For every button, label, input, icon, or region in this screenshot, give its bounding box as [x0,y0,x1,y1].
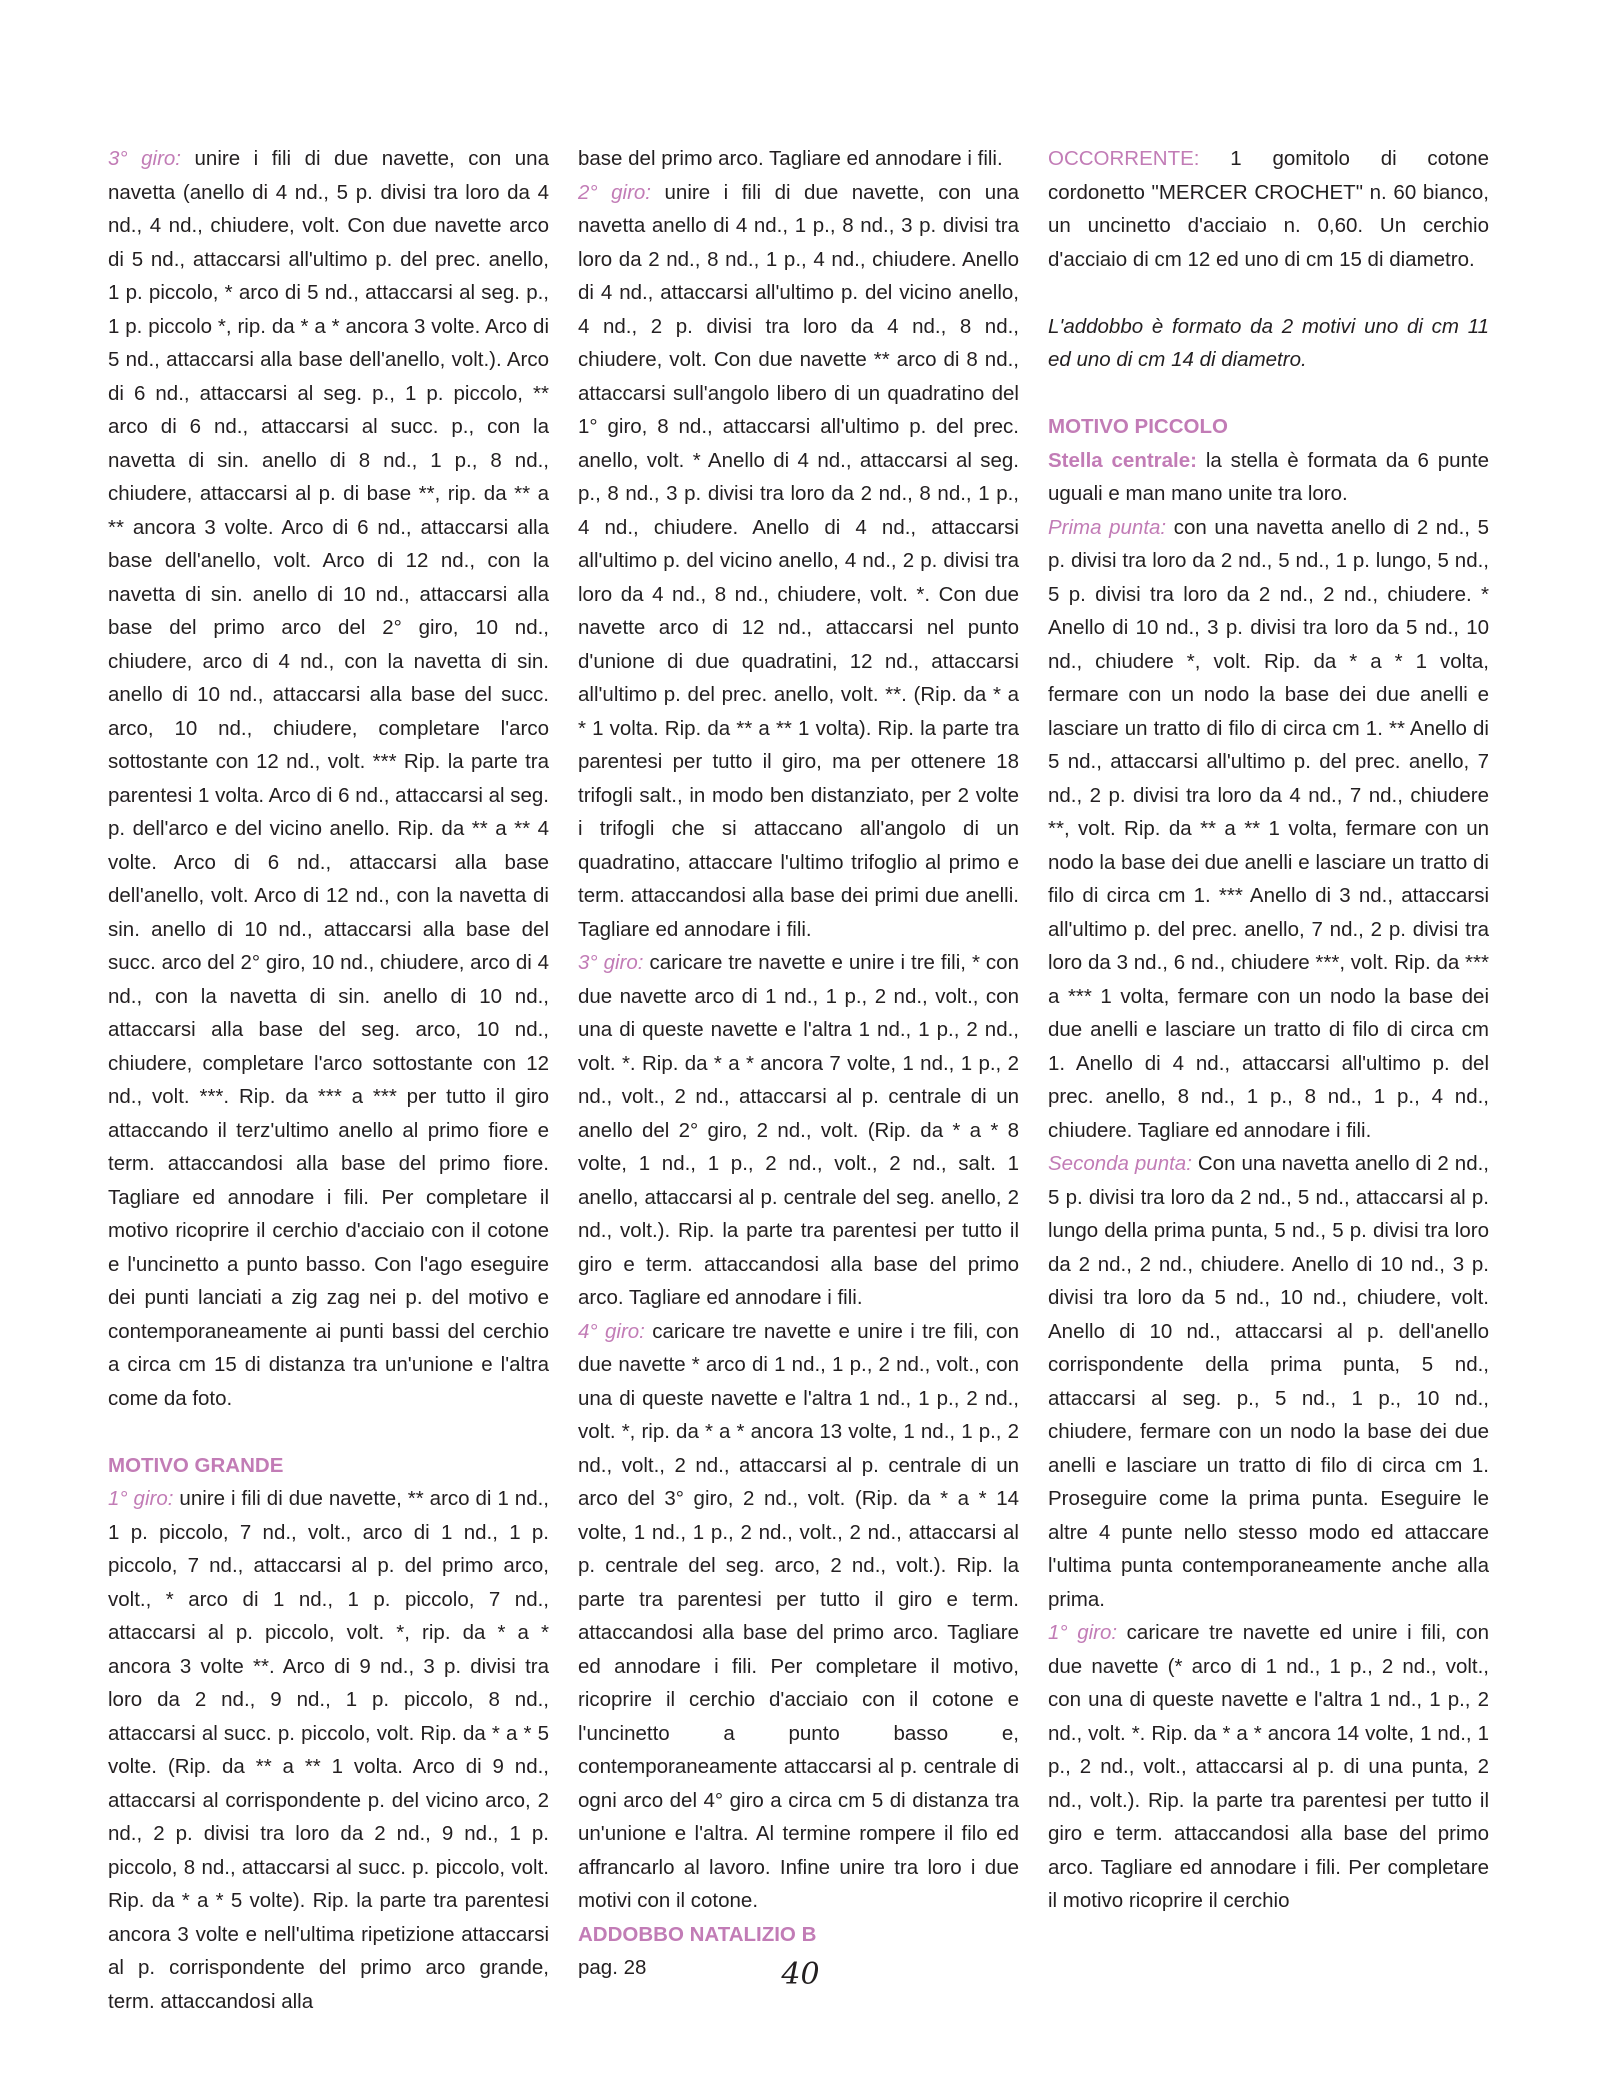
paragraph-continuation: base del primo arco. Tagliare ed annodare i fili. [578,147,1003,170]
round-label: 3° giro: [578,951,644,974]
round-label: 2° giro: [578,180,651,204]
paragraph-text: 1 gomitolo di cotone cordonetto "MERCER CROCHET" n. 60 bianco, un uncinetto d'acciaio n. 0,60. Un cerchio d'acciaio di cm 12 ed uno di cm 15 di diametro. [1048,147,1489,271]
round-label: 1° giro: [1048,1621,1118,1644]
section-heading-motivo-piccolo: MOTIVO PICCOLO [1048,415,1228,438]
paragraph-text: unire i fili di due navette, con una navetta anello di 4 nd., 1 p., 8 nd., 3 p. divisi tra loro da 2 nd., 8 nd., 1 p., 4 nd., chiudere. Anello di 4 nd., attaccarsi all'ultimo p. del vicino anello, 4 nd., 2 p. divisi tra loro da 4 nd., 8 nd., chiudere, volt. Con due navette ** arco di 8 nd., attaccarsi sull'angolo libero di un quadratino del 1° giro, 8 nd., attaccarsi all'ultimo p. del prec. anello, volt. * Anello di 4 nd., attaccarsi al seg. p., 8 nd., 3 p. divisi tra loro da 2 nd., 8 nd., 1 p., 4 nd., chiudere. Anello di 4 nd., attaccarsi all'ultimo p. del vicino anello, 4 nd., 2 p. divisi tra loro da 4 nd., 8 nd., chiudere, volt. *. Con due navette arco di 12 nd., attaccarsi nel punto d'unione di due quadratini, 12 nd., attaccarsi all'ultimo p. del prec. anello, volt. **. (Rip. da * a * 1 volta. Rip. da ** a ** 1 volta). Rip. la parte tra parentesi per tutto il giro, ma per ottenere 18 trifogli salt., in modo ben distanziato, per 2 volte i trifogli che si attaccano all'angolo di un quadratino, attaccare l'ultimo trifoglio al primo e term. attaccandosi alla base dei primi due anelli. Tagliare ed annodare i fili. [578,180,1019,941]
occorrente-label: OCCORRENTE: [1048,147,1200,170]
paragraph-stella-centrale [1048,444,1489,511]
paragraph-3-giro [578,946,1019,1315]
section-heading-addobbo-b: ADDOBBO NATALIZIO B [578,1922,817,1946]
paragraph-text: Con una navetta anello di 2 nd., 5 p. divisi tra loro da 2 nd., 5 nd., attaccarsi al p. lungo della prima punta, 5 nd., 5 p. divisi tra loro da 2 nd., 2 nd., chiudere. Anello di 10 nd., 3 p. divisi tra loro da 5 nd., 10 nd., chiudere, volt. Anello di 10 nd., attaccarsi al p. dell'anello corrispondente della prima punta, 5 nd., attaccarsi al seg. p., 5 nd., 1 p., 10 nd., chiudere, fermare con un nodo la base dei due anelli e lasciare un tratto di filo di circa cm 1. Proseguire come la prima punta. Eseguire le altre 4 punte nello stesso modo ed attaccare l'ultima punta contemporaneamente anche alla prima. [1048,1152,1489,1611]
round-label: 3° giro: [108,147,181,170]
paragraph-text: caricare tre navette ed unire i fili, con due navette (* arco di 1 nd., 1 p., 2 nd., volt., con una di queste navette e l'altra 1 nd., 1 p., 2 nd., volt. *. Rip. da * a * ancora 14 volte, 1 nd., 1 p., 2 nd., volt., attaccarsi al p. di una punta, 2 nd., volt.). Rip. la parte tra parentesi per tutto il giro e term. attaccandosi alla base del primo arco. Tagliare ed annodare i fili. Per completare il motivo ricoprire il cerchio [1048,1621,1489,1912]
stella-label: Stella centrale: [1048,448,1197,472]
column-middle [578,142,1019,1985]
paragraph-3-giro [108,142,549,1415]
column-right [1048,142,1489,1918]
paragraph-4-giro [578,1315,1019,1918]
paragraph-2-giro [578,176,1019,947]
paragraph-text: unire i fili di due navette, con una navetta (anello di 4 nd., 5 p. divisi tra loro da 4 nd., 4 nd., chiudere, volt. Con due navette arco di 5 nd., attaccarsi all'ultimo p. del prec. anello, 1 p. piccolo, * arco di 5 nd., attaccarsi al seg. p., 1 p. piccolo *, rip. da * a * ancora 3 volte. Arco di 5 nd., attaccarsi alla base dell'anello, volt.). Arco di 6 nd., attaccarsi al seg. p., 1 p. piccolo, ** arco di 6 nd., attaccarsi al succ. p., con la navetta di sin. anello di 8 nd., 1 p., 8 nd., chiudere, attaccarsi al p. di base **, rip. da ** a ** ancora 3 volte. Arco di 6 nd., attaccarsi alla base dell'anello, volt. Arco di 12 nd., con la navetta di sin. anello di 10 nd., attaccarsi alla base del primo arco del 2° giro, 10 nd., chiudere, arco di 4 nd., con la navetta di sin. anello di 10 nd., attaccarsi alla base del succ. arco, 10 nd., chiudere, completare l'arco sottostante con 12 nd., volt. *** Rip. la parte tra parentesi 1 volta. Arco di 6 nd., attaccarsi al seg. p. dell'arco e del vicino anello. Rip. da ** a ** 4 volte. Arco di 6 nd., attaccarsi alla base dell'anello, volt. Arco di 12 nd., con la navetta di sin. anello di 10 nd., attaccarsi alla base del succ. arco del 2° giro, 10 nd., chiudere, arco di 4 nd., con la navetta di sin. anello di 10 nd., attaccarsi alla base del seg. arco, 10 nd., chiudere, completare l'arco sottostante con 12 nd., volt. ***. Rip. da *** a *** per tutto il giro attaccando il terz'ultimo anello al primo fiore e term. attaccandosi alla base del primo fiore. Tagliare ed annodare i fili. Per completare il motivo ricoprire il cerchio d'acciaio con il cotone e l'uncinetto a punto basso. Con l'ago eseguire dei punti lanciati a zig zag nei p. del motivo e contemporaneamente ai punti bassi del cerchio a circa cm 15 di distanza tra un'unione e l'altra come da foto. [108,147,549,1410]
round-label: Prima punta: [1048,515,1167,539]
paragraph-prima-punta [1048,511,1489,1148]
paragraph-text: caricare tre navette e unire i tre fili, * con due navette arco di 1 nd., 1 p., 2 nd., volt., con una di queste navette e l'altra 1 nd., 1 p., 2 nd., volt. *. Rip. da * a * ancora 7 volte, 1 nd., 1 p., 2 nd., volt., 2 nd., attaccarsi al p. centrale di un anello del 2° giro, 2 nd., volt. (Rip. da * a * 8 volte, 1 nd., 1 p., 2 nd., volt., 2 nd., salt. 1 anello, attaccarsi al p. centrale del seg. anello, 2 nd., volt.). Rip. la parte tra parentesi per tutto il giro e term. attaccandosi alla base del primo arco. Tagliare ed annodare i fili. [578,951,1019,1309]
round-label: 1° giro: [108,1487,174,1510]
section-heading-motivo-grande: MOTIVO GRANDE [108,1453,284,1477]
column-left [108,142,549,2018]
intro-note: L'addobbo è formato da 2 motivi uno di cm 11 ed uno di cm 14 di diametro. [1048,314,1489,371]
paragraph-text: caricare tre navette e unire i tre fili, con due navette * arco di 1 nd., 1 p., 2 nd., volt., con una di queste navette e l'altra 1 nd., 1 p., 2 nd., volt. *, rip. da * a * ancora 13 volte, 1 nd., 1 p., 2 nd., volt., 2 nd., attaccarsi al p. centrale di un arco del 3° giro, 2 nd., volt. (Rip. da * a * 14 volte, 1 nd., 1 p., 2 nd., volt., 2 nd., attaccarsi al p. centrale del seg. arco, 2 nd., volt.). Rip. la parte tra parentesi per tutto il giro e term. attaccandosi alla base del primo arco. Tagliare ed annodare i fili. Per completare il motivo, ricoprire il cerchio d'acciaio con il cotone e l'uncinetto a punto basso e, contemporaneamente attaccarsi al p. centrale di ogni arco del 4° giro a circa cm 5 di distanza tra un'unione e l'altra. Al termine rompere il filo ed affrancarlo al lavoro. Infine unire tra loro i due motivi con il cotone. [578,1319,1019,1912]
paragraph-1-giro [1048,1616,1489,1918]
paragraph-text: unire i fili di due navette, ** arco di 1 nd., 1 p. piccolo, 7 nd., volt., arco di 1 nd., 1 p. piccolo, 7 nd., attaccarsi al p. del primo arco, volt., * arco di 1 nd., 1 p. piccolo, 7 nd., attaccarsi al p. piccolo, volt. *, rip. da * a * ancora 3 volte **. Arco di 9 nd., 3 p. divisi tra loro da 2 nd., 9 nd., 1 p. piccolo, 8 nd., attaccarsi al succ. p. piccolo, volt. Rip. da * a * 5 volte. (Rip. da ** a ** 1 volta. Arco di 9 nd., attaccarsi al corrispondente p. del vicino arco, 2 nd., 2 p. divisi tra loro da 2 nd., 9 nd., 1 p. piccolo, 8 nd., attaccarsi al succ. p. piccolo, volt. Rip. da * a * 5 volte). Rip. la parte tra parentesi ancora 3 volte e nell'ultima ripetizione attaccarsi al p. corrispondente del primo arco grande, term. attaccandosi alla [108,1487,549,2013]
round-label: Seconda punta: [1048,1152,1192,1175]
paragraph-occorrente [1048,142,1489,276]
paragraph-1-giro [108,1482,549,2018]
paragraph-text: la stella è formata da 6 punte uguali e man mano unite tra loro. [1048,448,1489,505]
page-reference: pag. 28 [578,1956,647,1979]
paragraph-seconda-punta [1048,1147,1489,1616]
paragraph-text: con una navetta anello di 2 nd., 5 p. divisi tra loro da 2 nd., 5 nd., 1 p. lungo, 5 nd., 5 p. divisi tra loro da 2 nd., 2 nd., chiudere. * Anello di 10 nd., 3 p. divisi tra loro da 5 nd., 10 nd., chiudere *, volt. Rip. da * a * 1 volta, fermare con un nodo la base dei due anelli e lasciare un tratto di filo di circa cm 1. ** Anello di 5 nd., attaccarsi all'ultimo p. del prec. anello, 7 nd., 2 p. divisi tra loro da 4 nd., 7 nd., chiudere **, volt. Rip. da ** a ** 1 volta, fermare con un nodo la base dei due anelli e lasciare un tratto di filo di circa cm 1. *** Anello di 3 nd., attaccarsi all'ultimo p. del prec. anello, 7 nd., 2 p. divisi tra loro da 3 nd., 6 nd., chiudere ***, volt. Rip. da *** a *** 1 volta, fermare con un nodo la base dei due anelli e lasciare un tratto di filo di circa cm 1. Anello di 4 nd., attaccarsi all'ultimo p. del prec. anello, 8 nd., 1 p., 8 nd., 1 p., 4 nd., chiudere. Tagliare ed annodare i fili. [1048,515,1489,1142]
page-number: 40 [781,1957,820,1992]
round-label: 4° giro: [578,1319,645,1343]
